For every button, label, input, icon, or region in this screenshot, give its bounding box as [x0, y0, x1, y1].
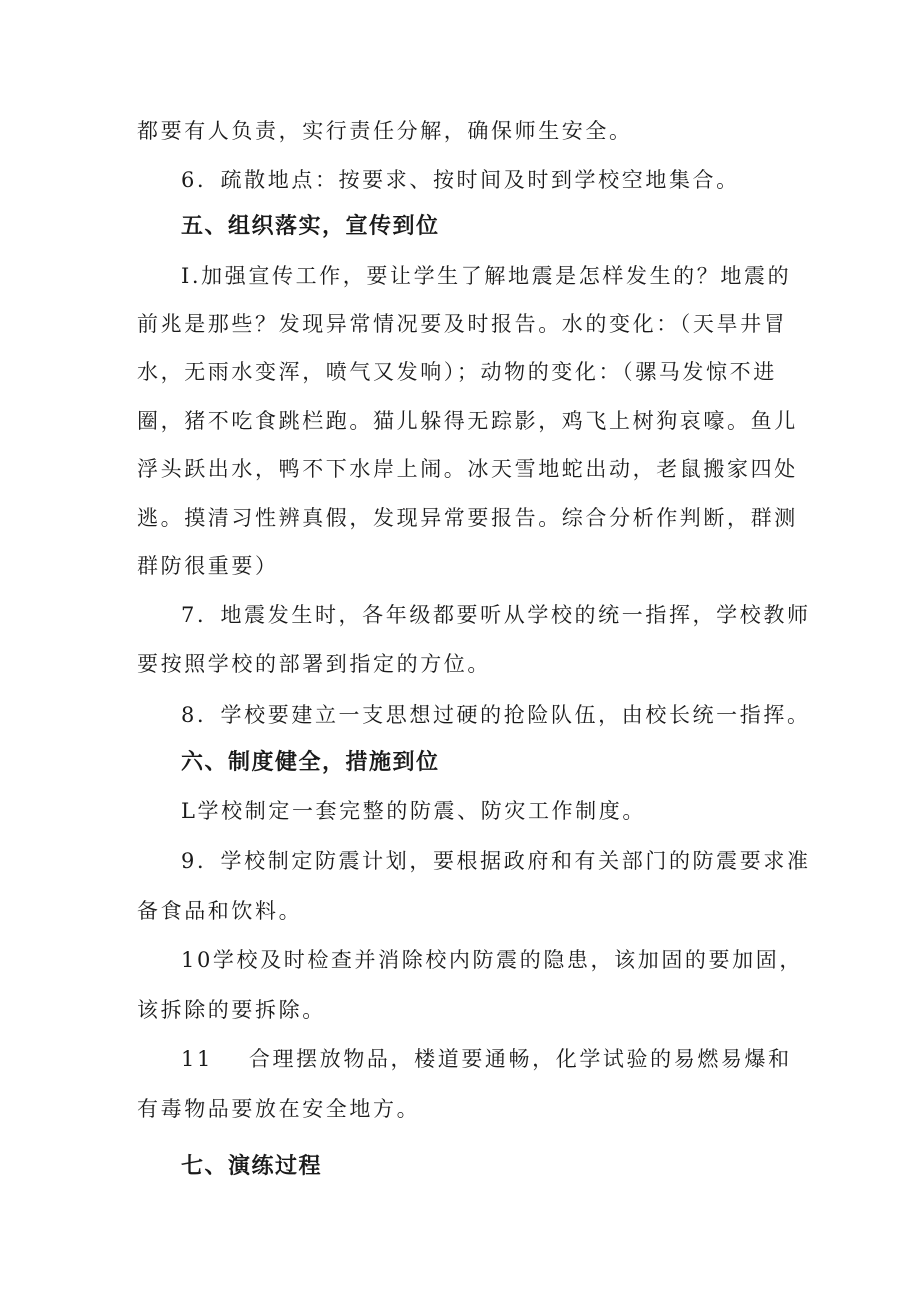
item-6-line: 6．疏散地点：按要求、按时间及时到学校空地集合。 — [181, 168, 740, 192]
paragraph-line: 前兆是那些？发现异常情况要及时报告。水的变化：（天旱井冒 — [137, 312, 788, 336]
paragraph-line: 逃。摸清习性辨真假，发现异常要报告。综合分析作判断，群测 — [137, 506, 798, 530]
paragraph-line: 浮头跃出水，鸭不下水岸上闹。冰天雪地蛇出动，老鼠搬家四处 — [137, 457, 798, 481]
item-11-text: 合理摆放物品，楼道要通畅，化学试验的易燃易爆和 — [248, 1047, 792, 1071]
paragraph-line: 该拆除的要拆除。 — [137, 998, 326, 1022]
paragraph-line: 群防很重要） — [137, 554, 279, 578]
paragraph-line: 都要有人负责，实行责任分解，确保师生安全。 — [137, 119, 633, 143]
section-5-heading: 五、组织落实，宣传到位 — [181, 214, 440, 239]
item-9-line: 9．学校制定防震计划，要根据政府和有关部门的防震要求准 — [181, 849, 811, 873]
section-7-heading: 七、演练过程 — [181, 1154, 323, 1179]
paragraph-line: 要按照学校的部署到指定的方位。 — [137, 652, 491, 676]
item-10-line: 10学校及时检查并消除校内防震的隐患，该加固的要加固， — [181, 948, 803, 972]
paragraph-line: 水，无雨水变浑，喷气又发响）；动物的变化：（骡马发惊不进 — [137, 360, 777, 384]
paragraph-line: 备食品和饮料。 — [137, 899, 303, 923]
item-7-line: 7．地震发生时，各年级都要听从学校的统一指挥，学校教师 — [181, 603, 811, 627]
paragraph-line: 有毒物品要放在安全地方。 — [137, 1097, 421, 1121]
section-6-heading: 六、制度健全，措施到位 — [181, 750, 440, 775]
item-11-line — [181, 1044, 801, 1074]
item-8-line: 8．学校要建立一支思想过硬的抢险队伍，由校长统一指挥。 — [181, 703, 811, 727]
item-1-line: I.加强宣传工作，要让学生了解地震是怎样发生的？地震的 — [181, 264, 792, 288]
paragraph-line: 圈，猪不吃食跳栏跑。猫儿躲得无踪影，鸡飞上树狗哀嚎。鱼儿 — [137, 409, 798, 433]
item-11-number: 11 — [181, 1047, 213, 1071]
item-L-line: L学校制定一套完整的防震、防灾工作制度。 — [181, 799, 646, 823]
